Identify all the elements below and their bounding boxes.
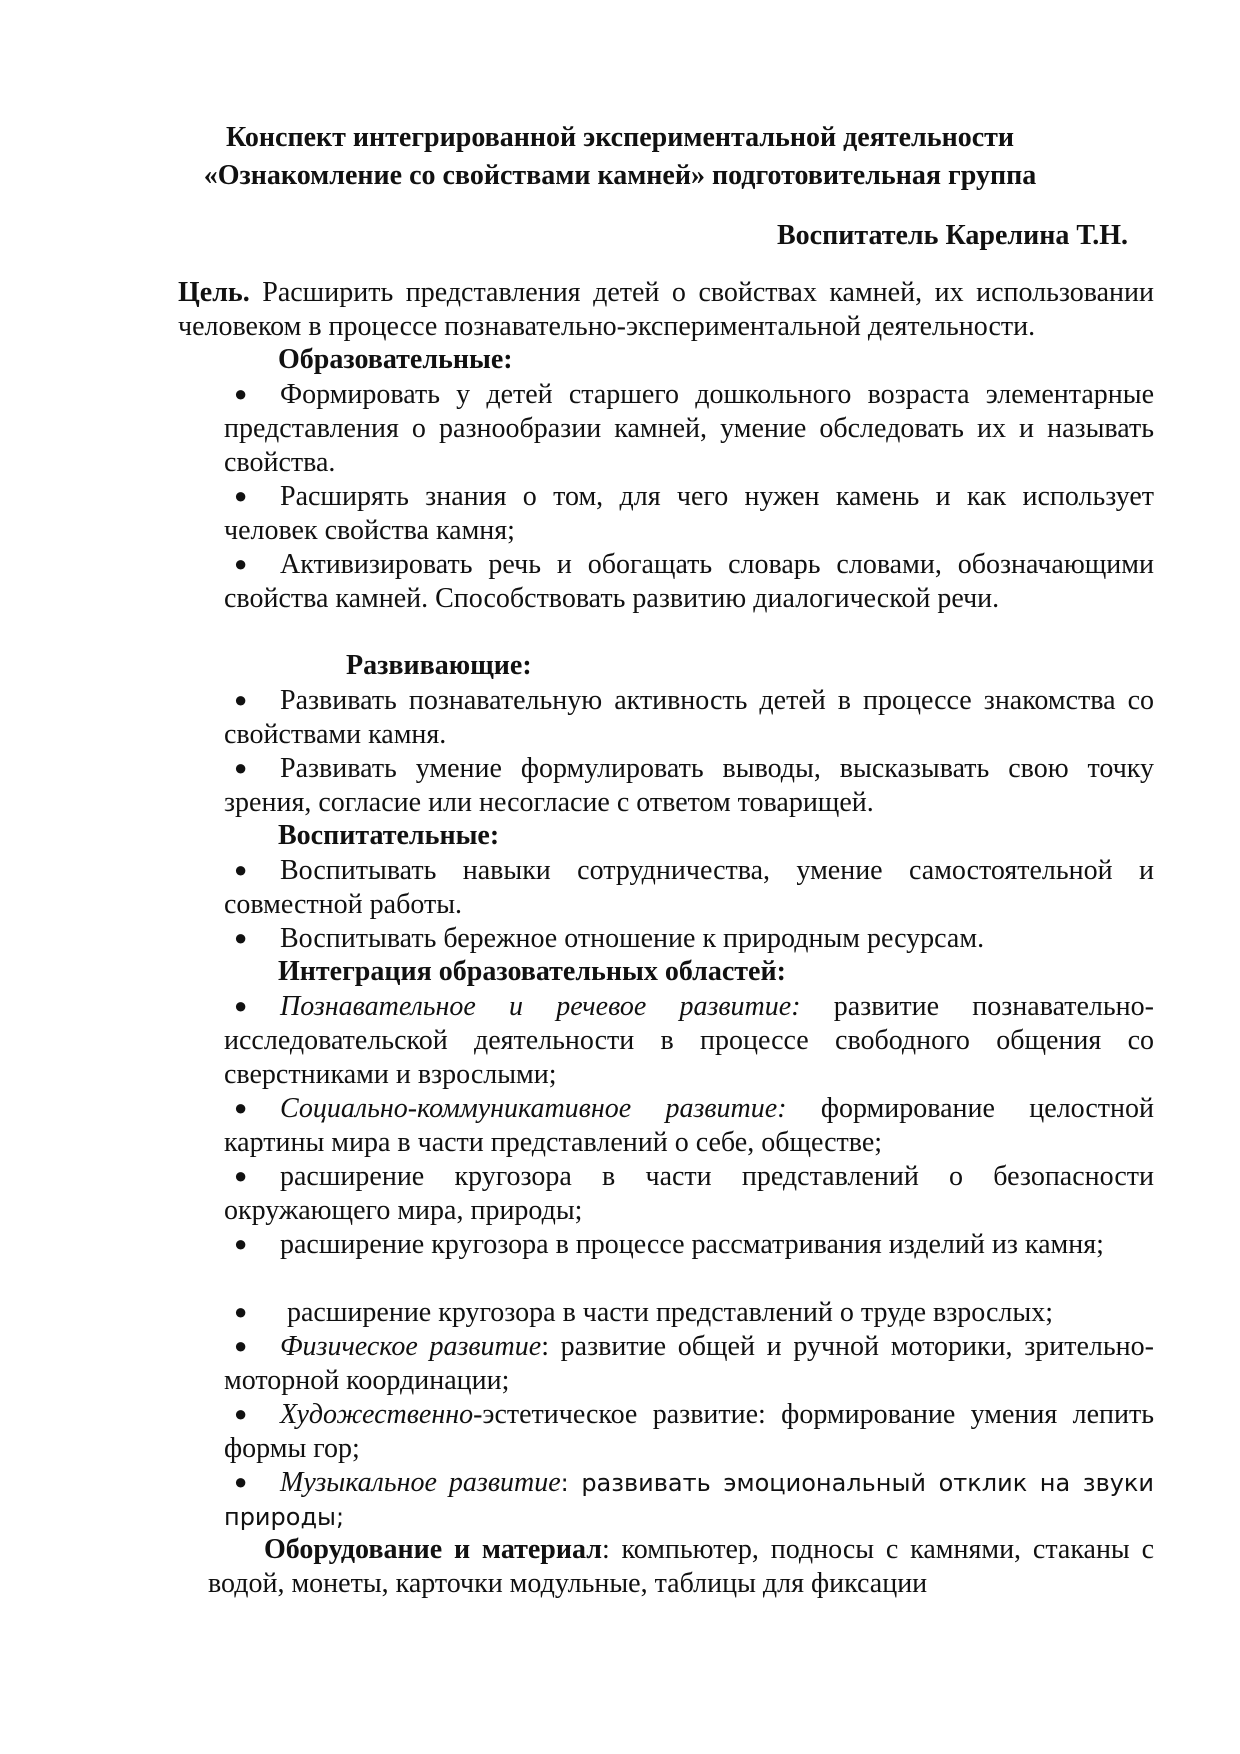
list-item: ● Развивать познавательную активность детей в процессе знакомства со свойствами камня. (224, 685, 1154, 750)
equipment-label: Оборудование и материал (264, 1534, 602, 1565)
list-item: ● Расширять знания о том, для чего нужен камень и как использует человек свойства камня; (224, 481, 1154, 546)
list-item: ● Познавательное и речевое развитие: развитие познавательно-исследовательской деятельности в процессе свободного общения со сверстниками и взрослыми; (224, 991, 1154, 1090)
list-item: ● расширение кругозора в части представлений о труде взрослых; (234, 1297, 1053, 1328)
list-item: ● Музыкальное развитие: развивать эмоциональный отклик на звуки природы; (224, 1467, 1155, 1531)
list-item: ● расширение кругозора в части представлений о безопасности окружающего мира, природы; (224, 1161, 1154, 1226)
upbringing-heading: Воспитательные: (278, 820, 500, 851)
list-item: ● Формировать у детей старшего дошкольного возраста элементарные представления о разнообразии камней, умение обследовать их и называть свойства. (224, 379, 1154, 478)
list-item: ● Развивать умение формулировать выводы, высказывать свою точку зрения, согласие или несогласие с ответом товарищей. (224, 753, 1154, 818)
list-item: ● Социально-коммуникативное развитие: формирование целостной картины мира в части представлений о себе, обществе; (224, 1093, 1154, 1158)
list-item: ● Воспитывать навыки сотрудничества, умение самостоятельной и совместной работы. (224, 855, 1154, 920)
goal-paragraph (178, 276, 1154, 344)
integration-heading: Интеграция образовательных областей: (278, 956, 786, 987)
equipment-paragraph (208, 1533, 1154, 1601)
author: Воспитатель Карелина Т.Н. (777, 220, 1128, 251)
list-item: ● Воспитывать бережное отношение к природным ресурсам. (234, 923, 985, 954)
list-item: ● Художественно-эстетическое развитие: формирование умения лепить формы гор; (224, 1399, 1154, 1464)
list-item: ● Физическое развитие: развитие общей и ручной моторики, зрительно-моторной координации; (224, 1331, 1154, 1396)
title-line-2: «Ознакомление со свойствами камней» подготовительная группа (203, 160, 1037, 191)
developing-heading: Развивающие: (346, 650, 532, 681)
educational-heading: Образовательные: (278, 344, 513, 375)
equipment-text: : компьютер, подносы с камнями, стаканы с водой, монеты, карточки модульные, таблицы для фиксации (208, 1534, 1154, 1599)
goal-text: Расширить представления детей о свойствах камней, их использовании человеком в процессе познавательно-экспериментальной деятельности. (178, 277, 1154, 342)
list-item: ● Активизировать речь и обогащать словарь словами, обозначающими свойства камней. Способствовать развитию диалогической речи. (224, 549, 1154, 614)
title-line-1: Конспект интегрированной экспериментальной деятельности (225, 122, 1015, 153)
list-item: ● расширение кругозора в процессе рассматривания изделий из камня; (234, 1229, 1104, 1260)
goal-label: Цель. (178, 277, 250, 308)
